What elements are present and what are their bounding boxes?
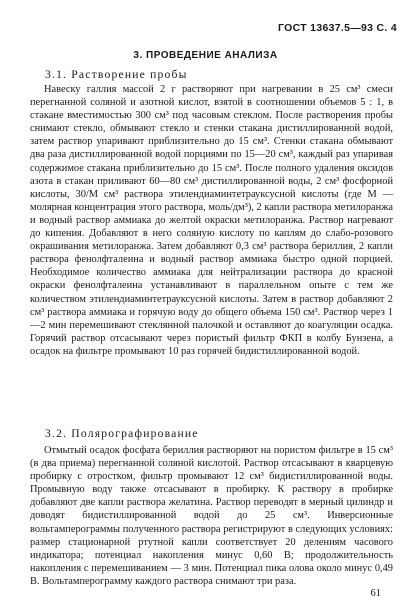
page-header: ГОСТ 13637.5—93 С. 4 [278,22,397,34]
subsection-heading-polarography: 3.2. Полярографирование [45,427,199,440]
paragraph-polarography: Отмытый осадок фосфата бериллия растворяют на пористом фильтре в 15 см³ (в два приема) перегнанной соляной кислотой. Раствор отсасывают в кварцевую пробирку с отростком, фильтр промывают 12 см³ бидистиллированной воды. Промывную воду также отсасывают в пробирку. К раствору в пробирке добавляют две капли раствора желатина. Раствор переводят в мерный цилиндр и доводят бидистиллированной водой до 25 см³. Инверсионные вольтамперограммы полученного раствора регистрируют в следующих условиях: размер стационарной ртутной капли соответствует 20 делениям часового индикатора; потенциал накопления минус 0,60 В; продолжительность накопления с перемешиванием — 3 мин. Потенциал пика олова около минус 0,49 В. Вольтамперограмму каждого раствора снимают три раза. [30,445,393,587]
page-number: 61 [370,588,381,599]
paragraph-dissolution: Навеску галлия массой 2 г растворяют при нагревании в 25 см³ смеси перегнанной соляной и азотной кислот, взятой в соотношении объемов 5 : 1, в стакане вместимостью 300 см³ под часовым стеклом. После растворения пробы снимают стекло, обмывают стекло и стенки стакана дистиллированной водой, затем раствор упаривают приблизительно до 15 см³. Стенки стакана обмывают два раза дистиллированной водой порциями по 15—20 см³, каждый раз упаривая содержимое стакана приблизительно до 15 см³. После полного удаления оксидов азота в стакан приливают 60—80 см³ дистиллированной воды, 2 см³ фосфорной кислоты, 30/М см³ раствора этилендиаминтетрауксусной кислоты (где М — молярная концентрация этого раствора, моль/дм³), 2 капли раствора метилоранжа и водный раствор аммиака до желтой окраски метилоранжа. Раствор нагревают до кипения. Добавляют в него соляную кислоту по каплям до слабо-розового окрашивания метилоранжа. Затем добавляют 0,3 см³ раствора бериллия, 2 капли раствора фенолфталеина и водный раствор аммиака быстро одной порцией. Необходимое количество аммиака для нейтрализации раствора до красной окраски фенолфталеина устанавливают в параллельном опыте с тем же количеством этилендиаминтетрауксусной кислоты. Затем в раствор добавляют 2 см³ раствора аммиака и горячую воду до общего объема 150 см³. Раствор через 1—2 мин перемешивают стеклянной палочкой и оставляют до коагуляции осадка. Горячий раствор отсасывают через пористый фильтр ФКП в колбу Бунзена, а осадок на фильтре промывают 10 раз горячей бидистиллированной водой. [30,84,393,357]
section-title: 3. ПРОВЕДЕНИЕ АНАЛИЗА [133,50,278,61]
subsection-heading-dissolution: 3.1. Растворение пробы [45,68,188,81]
